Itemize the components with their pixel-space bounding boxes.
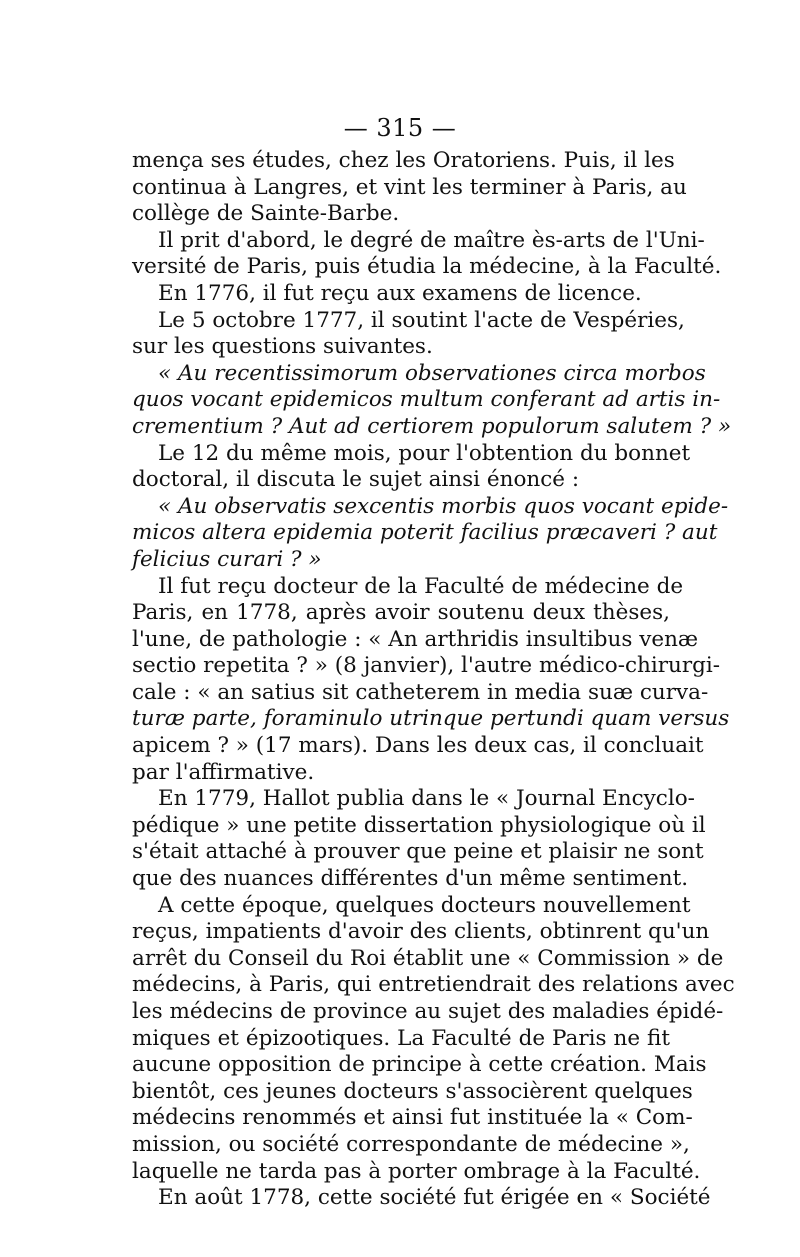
text-line-latin: turæ parte, foraminulo utrinque pertundi quam versus bbox=[132, 706, 730, 732]
text-line: sectio repetita ? » (8 janvier), l'autre médico-chirurgi- bbox=[132, 653, 721, 679]
text-line: continua à Langres, et vint les terminer à Paris, au bbox=[132, 174, 687, 200]
text-line: sur les questions suivantes. bbox=[132, 334, 433, 360]
text-line: mença ses études, chez les Oratoriens. Puis, il les bbox=[132, 148, 675, 173]
text-line: les médecins de province au sujet des maladies épidé- bbox=[132, 999, 724, 1024]
text-line: bientôt, ces jeunes docteurs s'associèrent quelques bbox=[132, 1078, 693, 1104]
text-line: Il fut reçu docteur de la Faculté de médecine de bbox=[158, 573, 684, 599]
text-line: s'était attaché à prouver que peine et plaisir ne sont bbox=[132, 839, 704, 865]
text-line: médecins renommés et ainsi fut instituée la « Com- bbox=[132, 1105, 693, 1131]
text-line: A cette époque, quelques docteurs nouvellement bbox=[158, 892, 691, 918]
text-line-latin: felicius curari ? » bbox=[132, 546, 322, 572]
text-line-latin: « Au recentissimorum observationes circa morbos bbox=[158, 360, 706, 386]
text-line: Le 5 octobre 1777, il soutint l'acte de Vespéries, bbox=[158, 307, 685, 333]
text-line: En 1779, Hallot publia dans le « Journal Encyclo- bbox=[158, 786, 695, 812]
text-line: médecins, à Paris, qui entretiendrait des relations avec bbox=[132, 972, 735, 998]
text-line-latin: quos vocant epidemicos multum conferant ad artis in- bbox=[132, 387, 721, 413]
text-line: par l'affirmative. bbox=[132, 759, 315, 785]
text-line: Le 12 du même mois, pour l'obtention du bonnet bbox=[158, 440, 691, 466]
text-line: l'une, de pathologie : « An arthridis insultibus venæ bbox=[132, 626, 699, 652]
text-line: mission, ou société correspondante de médecine », bbox=[132, 1131, 690, 1157]
text-line-latin: crementium ? Aut ad certiorem populorum salutem ? » bbox=[132, 413, 732, 439]
text-line-latin: micos altera epidemia poterit facilius præcaveri ? aut bbox=[132, 520, 718, 546]
text-line-latin: « Au observatis sexcentis morbis quos vocant epide- bbox=[158, 493, 729, 519]
text-line: Paris, en 1778, après avoir soutenu deux thèses, bbox=[132, 600, 670, 626]
text-line: En 1776, il fut reçu aux examens de licence. bbox=[158, 280, 642, 306]
text-line: laquelle ne tarda pas à porter ombrage à la Faculté. bbox=[132, 1158, 701, 1184]
text-line: miques et épizootiques. La Faculté de Paris ne fit bbox=[132, 1025, 670, 1051]
text-line: cale : « an satius sit catheterem in media suæ curva- bbox=[132, 679, 709, 705]
text-line: reçus, impatients d'avoir des clients, obtinrent qu'un bbox=[132, 919, 710, 945]
text-line: pédique » une petite dissertation physiologique où il bbox=[132, 812, 706, 838]
text-line: Il prit d'abord, le degré de maître ès-arts de l'Uni- bbox=[158, 227, 705, 253]
text-line: aucune opposition de principe à cette création. Mais bbox=[132, 1052, 707, 1078]
text-line: En août 1778, cette société fut érigée en « Société bbox=[158, 1185, 711, 1211]
text-line: arrêt du Conseil du Roi établit une « Commission » de bbox=[132, 945, 724, 971]
text-line: que des nuances différentes d'un même sentiment. bbox=[132, 866, 689, 892]
text-line: doctoral, il discuta le sujet ainsi énoncé : bbox=[132, 467, 580, 493]
text-line: apicem ? » (17 mars). Dans les deux cas, il concluait bbox=[132, 733, 704, 759]
page-number: — 315 — bbox=[343, 114, 457, 142]
text-line: versité de Paris, puis étudia la médecine, à la Faculté. bbox=[132, 254, 722, 280]
text-line: collège de Sainte-Barbe. bbox=[132, 201, 400, 227]
body-text bbox=[132, 148, 735, 1212]
